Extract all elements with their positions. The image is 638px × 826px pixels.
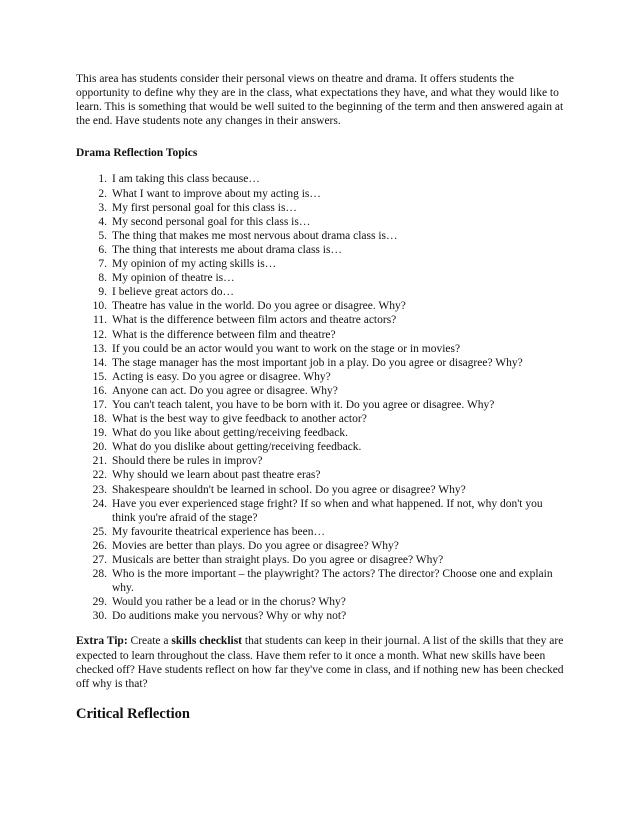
topic-number: 23. bbox=[92, 483, 107, 496]
topic-number: 17. bbox=[92, 398, 107, 411]
topic-item bbox=[76, 539, 568, 553]
topic-text: My first personal goal for this class is… bbox=[112, 201, 297, 214]
topic-number: 29. bbox=[92, 596, 107, 609]
topic-number: 3. bbox=[98, 201, 107, 214]
topic-text: Why should we learn about past theatre eras? bbox=[112, 469, 321, 482]
topic-text: I believe great actors do… bbox=[112, 286, 234, 299]
topic-item bbox=[76, 299, 568, 313]
topic-number: 2. bbox=[98, 187, 107, 200]
topic-text: The thing that makes me most nervous about drama class is… bbox=[112, 229, 398, 242]
topic-text: My opinion of my acting skills is… bbox=[112, 258, 277, 271]
topic-item bbox=[76, 243, 568, 257]
topic-text: Have you ever experienced stage fright? If so when and what happened. If not, why don't you think you're afraid of the stage? bbox=[112, 497, 543, 524]
topic-number: 6. bbox=[98, 243, 107, 256]
topic-number: 21. bbox=[92, 455, 107, 468]
topic-text: Theatre has value in the world. Do you agree or disagree. Why? bbox=[112, 300, 406, 313]
topic-number: 14. bbox=[92, 356, 107, 369]
topic-item bbox=[76, 313, 568, 327]
topic-item bbox=[76, 454, 568, 468]
topic-number: 12. bbox=[92, 328, 107, 341]
extra-tip-bold: skills checklist bbox=[171, 635, 243, 648]
topic-text: What do you like about getting/receiving feedback. bbox=[112, 427, 348, 440]
topic-item bbox=[76, 172, 568, 186]
topic-number: 11. bbox=[93, 314, 107, 327]
topic-item bbox=[76, 257, 568, 271]
topic-item bbox=[76, 356, 568, 370]
topic-item bbox=[76, 398, 568, 412]
topic-number: 30. bbox=[92, 610, 107, 623]
topic-number: 1. bbox=[98, 173, 107, 186]
topic-text: Acting is easy. Do you agree or disagree. Why? bbox=[112, 370, 331, 383]
topic-text: Musicals are better than straight plays. Do you agree or disagree? Why? bbox=[112, 554, 444, 566]
topic-item bbox=[76, 201, 568, 215]
topic-item bbox=[76, 440, 568, 454]
topic-item bbox=[76, 271, 568, 285]
document-page bbox=[76, 72, 568, 721]
topic-number: 16. bbox=[92, 384, 107, 397]
topic-text: Who is the more important – the playwright? The actors? The director? Choose one and explain why. bbox=[112, 568, 553, 595]
topic-item bbox=[76, 497, 568, 525]
topic-text: You can't teach talent, you have to be born with it. Do you agree or disagree. Why? bbox=[112, 398, 495, 411]
topic-number: 4. bbox=[98, 215, 107, 228]
topic-number: 15. bbox=[92, 370, 107, 383]
topic-text: Movies are better than plays. Do you agree or disagree? Why? bbox=[112, 539, 399, 552]
topic-number: 5. bbox=[98, 229, 107, 242]
topic-item bbox=[76, 426, 568, 440]
topic-text: Should there be rules in improv? bbox=[112, 455, 263, 468]
topic-text: Anyone can act. Do you agree or disagree. Why? bbox=[112, 384, 338, 397]
topic-number: 18. bbox=[92, 413, 107, 426]
extra-tip-pre: Create a bbox=[127, 635, 172, 648]
topic-text: Would you rather be a lead or in the chorus? Why? bbox=[112, 596, 346, 609]
topic-text: If you could be an actor would you want to work on the stage or in movies? bbox=[112, 342, 461, 355]
topic-number: 20. bbox=[92, 441, 107, 454]
topic-text: Shakespeare shouldn't be learned in school. Do you agree or disagree? Why? bbox=[112, 483, 466, 496]
topic-item bbox=[76, 384, 568, 398]
topic-item bbox=[76, 412, 568, 426]
topic-item bbox=[76, 525, 568, 539]
topic-item bbox=[76, 567, 568, 595]
extra-tip-post: that students can keep in their journal. A list of the skills that they are expected to learn throughout the class. Have them refer to it once a month. What new skills have been checked off? Have students reflect on how far they've come in class, and if nothing new has been checked off why is that? bbox=[76, 635, 564, 690]
topic-item bbox=[76, 553, 568, 567]
topic-number: 24. bbox=[92, 497, 107, 510]
critical-reflection-heading: Critical Reflection bbox=[76, 705, 190, 722]
topic-item bbox=[76, 609, 568, 623]
topic-text: What is the difference between film actors and theatre actors? bbox=[112, 314, 397, 327]
topic-number: 7. bbox=[98, 258, 107, 271]
topic-number: 19. bbox=[92, 427, 107, 440]
topic-text: My favourite theatrical experience has been… bbox=[112, 525, 325, 538]
topic-text: I am taking this class because… bbox=[112, 173, 260, 186]
topic-number: 9. bbox=[98, 286, 107, 299]
topic-text: The stage manager has the most important job in a play. Do you agree or disagree? Why? bbox=[112, 356, 523, 369]
topic-number: 28. bbox=[92, 568, 107, 581]
topic-item bbox=[76, 370, 568, 384]
topic-number: 27. bbox=[92, 554, 107, 566]
topic-text: What do you dislike about getting/receiving feedback. bbox=[112, 441, 362, 454]
topic-item bbox=[76, 342, 568, 356]
topic-item bbox=[76, 187, 568, 201]
topic-number: 25. bbox=[92, 525, 107, 538]
topic-text: What is the difference between film and theatre? bbox=[112, 328, 336, 341]
topic-text: What is the best way to give feedback to another actor? bbox=[112, 413, 367, 426]
topic-item bbox=[76, 468, 568, 482]
extra-tip-paragraph bbox=[76, 634, 568, 690]
topic-text: Do auditions make you nervous? Why or why not? bbox=[112, 610, 347, 623]
topics-list bbox=[76, 172, 568, 623]
topic-number: 22. bbox=[92, 469, 107, 482]
topic-number: 10. bbox=[92, 300, 107, 313]
topic-item bbox=[76, 285, 568, 299]
extra-tip-label: Extra Tip: bbox=[76, 635, 128, 648]
topics-heading: Drama Reflection Topics bbox=[76, 147, 198, 160]
topic-text: My second personal goal for this class is… bbox=[112, 215, 311, 228]
topic-item bbox=[76, 229, 568, 243]
topic-text: My opinion of theatre is… bbox=[112, 272, 235, 285]
topic-item bbox=[76, 595, 568, 609]
topic-text: The thing that interests me about drama class is… bbox=[112, 243, 342, 256]
topic-number: 26. bbox=[92, 539, 107, 552]
intro-paragraph: This area has students consider their personal views on theatre and drama. It offers students the opportunity to define why they are in the class, what expectations they have, and what they would like to learn. This is something that would be well suited to the beginning of the term and then answered again at the end. Have students note any changes in their answers. bbox=[76, 73, 564, 128]
topic-text: What I want to improve about my acting is… bbox=[112, 187, 321, 200]
topic-item bbox=[76, 328, 568, 342]
topic-item bbox=[76, 215, 568, 229]
topic-item bbox=[76, 483, 568, 497]
topic-number: 13. bbox=[92, 342, 107, 355]
topic-number: 8. bbox=[98, 272, 107, 285]
